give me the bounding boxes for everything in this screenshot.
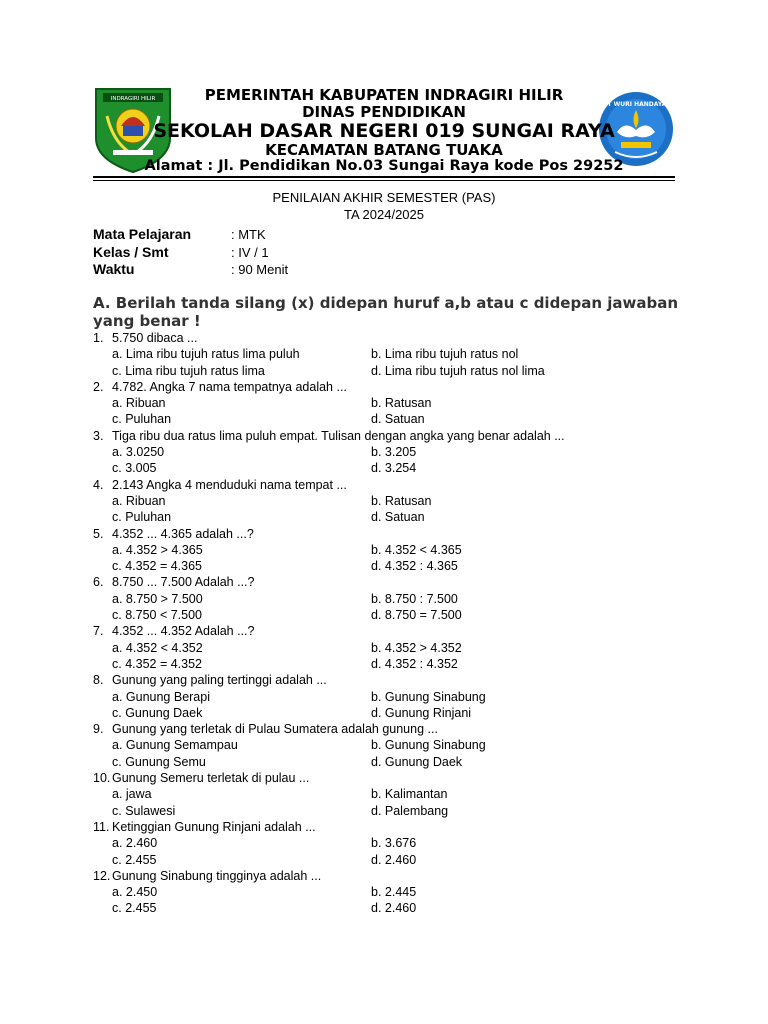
option-row xyxy=(93,607,693,623)
question-row xyxy=(93,819,693,835)
answer-option: a. jawa xyxy=(112,787,152,802)
option-row xyxy=(93,656,693,672)
answer-option: c. Gunung Daek xyxy=(112,705,203,720)
meta-value-time: : 90 Menit xyxy=(231,262,289,277)
option-row xyxy=(93,363,693,379)
answer-option: a. Ribuan xyxy=(112,493,166,508)
option-row xyxy=(93,835,693,851)
option-row xyxy=(93,884,693,900)
answer-option: d. 4.352 : 4.352 xyxy=(371,656,458,671)
question-row xyxy=(93,672,693,688)
question-number: 11. xyxy=(93,819,110,834)
option-row xyxy=(93,754,693,770)
question-number: 6. xyxy=(93,575,104,590)
question-row xyxy=(93,574,693,590)
answer-option: b. 3.676 xyxy=(371,836,417,851)
question-text: Gunung Semeru terletak di pulau ... xyxy=(112,771,310,786)
answer-option: a. 4.352 < 4.352 xyxy=(112,640,203,655)
answer-option: b. Ratusan xyxy=(371,493,432,508)
question-text: 4.782. Angka 7 nama tempatnya adalah ... xyxy=(112,379,347,394)
question-row xyxy=(93,330,693,346)
answer-option: d. Satuan xyxy=(371,510,425,525)
header-line-school: SEKOLAH DASAR NEGERI 019 SUNGAI RAYA xyxy=(153,120,615,142)
option-row xyxy=(93,444,693,460)
option-row xyxy=(93,460,693,476)
section-a-instruction: A. Berilah tanda silang (x) didepan huruf a,b atau c didepan jawaban yang benar ! xyxy=(93,294,679,330)
answer-option: c. 2.455 xyxy=(112,901,157,916)
question-text: Ketinggian Gunung Rinjani adalah ... xyxy=(112,819,316,834)
answer-option: a. 2.460 xyxy=(112,836,158,851)
answer-option: d. Satuan xyxy=(371,412,425,427)
answer-option: c. Sulawesi xyxy=(112,803,176,818)
option-row xyxy=(93,786,693,802)
answer-option: b. 4.352 > 4.352 xyxy=(371,640,462,655)
option-row xyxy=(93,705,693,721)
question-number: 3. xyxy=(93,428,104,443)
answer-option: b. 8.750 : 7.500 xyxy=(371,591,458,606)
question-text: 4.352 ... 4.365 adalah ...? xyxy=(112,526,254,541)
answer-option: a. 8.750 > 7.500 xyxy=(112,591,203,606)
answer-option: d. Gunung Rinjani xyxy=(371,705,472,720)
answer-option: b. 3.205 xyxy=(371,445,417,460)
answer-option: c. Lima ribu tujuh ratus lima xyxy=(112,363,265,378)
answer-option: d. 8.750 = 7.500 xyxy=(371,608,462,623)
answer-option: b. Gunung Sinabung xyxy=(371,738,486,753)
header-line-address: Alamat : Jl. Pendidikan No.03 Sungai Raya kode Pos 29252 xyxy=(144,158,624,174)
header-divider-thick xyxy=(93,176,675,178)
meta-label-subject: Mata Pelajaran xyxy=(93,226,192,242)
question-text: Gunung yang paling tertinggi adalah ... xyxy=(112,673,327,688)
question-number: 5. xyxy=(93,526,104,541)
exam-title: PENILAIAN AKHIR SEMESTER (PAS) xyxy=(272,190,496,205)
answer-option: c. 3.005 xyxy=(112,461,157,476)
option-row xyxy=(93,346,693,362)
left-logo-text: INDRAGIRI HILIR xyxy=(110,96,156,102)
question-row xyxy=(93,526,693,542)
option-row xyxy=(93,509,693,525)
header-line-district: KECAMATAN BATANG TUAKA xyxy=(265,141,503,159)
option-row xyxy=(93,411,693,427)
question-number: 7. xyxy=(93,624,104,639)
question-list xyxy=(93,330,693,917)
answer-option: d. 2.460 xyxy=(371,901,417,916)
answer-option: d. Gunung Daek xyxy=(371,754,463,769)
question-row xyxy=(93,379,693,395)
meta-label-class: Kelas / Smt xyxy=(93,244,169,260)
answer-option: b. Ratusan xyxy=(371,396,432,411)
answer-option: b. Gunung Sinabung xyxy=(371,689,486,704)
answer-option: d. Palembang xyxy=(371,803,449,818)
option-row xyxy=(93,737,693,753)
answer-option: a. Lima ribu tujuh ratus lima puluh xyxy=(112,347,300,362)
question-row xyxy=(93,428,693,444)
question-number: 8. xyxy=(93,673,104,688)
question-row xyxy=(93,770,693,786)
answer-option: c. 4.352 = 4.352 xyxy=(112,656,203,671)
exam-year: TA 2024/2025 xyxy=(344,207,424,222)
question-text: 8.750 ... 7.500 Adalah ...? xyxy=(112,575,255,590)
question-row xyxy=(93,868,693,884)
question-text: 2.143 Angka 4 menduduki nama tempat ... xyxy=(112,477,347,492)
answer-option: d. Lima ribu tujuh ratus nol lima xyxy=(371,363,545,378)
question-row xyxy=(93,721,693,737)
question-number: 1. xyxy=(93,331,104,345)
question-text: 5.750 dibaca ... xyxy=(112,331,198,345)
answer-option: c. Puluhan xyxy=(112,412,172,427)
answer-option: d. 4.352 : 4.365 xyxy=(371,559,458,574)
answer-option: a. Gunung Berapi xyxy=(112,689,210,704)
question-number: 2. xyxy=(93,379,104,394)
answer-option: d. 3.254 xyxy=(371,461,417,476)
answer-option: a. 4.352 > 4.365 xyxy=(112,542,203,557)
question-number: 10. xyxy=(93,771,111,786)
question-number: 12. xyxy=(93,868,111,883)
answer-option: a. 3.0250 xyxy=(112,445,165,460)
meta-value-class: : IV / 1 xyxy=(231,245,269,260)
header-line-government: PEMERINTAH KABUPATEN INDRAGIRI HILIR xyxy=(204,86,564,104)
option-row xyxy=(93,852,693,868)
option-row xyxy=(93,591,693,607)
answer-option: c. 8.750 < 7.500 xyxy=(112,608,203,623)
question-number: 4. xyxy=(93,477,104,492)
question-text: Tiga ribu dua ratus lima puluh empat. Tulisan dengan angka yang benar adalah ... xyxy=(112,428,565,443)
option-row xyxy=(93,640,693,656)
question-text: Gunung Sinabung tingginya adalah ... xyxy=(112,868,322,883)
answer-option: d. 2.460 xyxy=(371,852,417,867)
option-row xyxy=(93,558,693,574)
option-row xyxy=(93,900,693,916)
option-row xyxy=(93,395,693,411)
option-row xyxy=(93,542,693,558)
answer-option: b. 4.352 < 4.365 xyxy=(371,542,462,557)
answer-option: c. 2.455 xyxy=(112,852,157,867)
option-row xyxy=(93,689,693,705)
option-row xyxy=(93,803,693,819)
answer-option: c. Puluhan xyxy=(112,510,172,525)
meta-label-time: Waktu xyxy=(93,261,135,277)
option-row xyxy=(93,493,693,509)
answer-option: b. Lima ribu tujuh ratus nol xyxy=(371,347,519,362)
meta-value-subject: : MTK xyxy=(231,227,266,242)
answer-option: b. Kalimantan xyxy=(371,787,448,802)
question-number: 9. xyxy=(93,722,104,737)
question-text: 4.352 ... 4.352 Adalah ...? xyxy=(112,624,255,639)
question-text: Gunung yang terletak di Pulau Sumatera adalah gunung ... xyxy=(112,722,438,737)
answer-option: a. Ribuan xyxy=(112,396,166,411)
right-logo-text: TUT WURI HANDAYANI xyxy=(598,101,674,108)
answer-option: c. Gunung Semu xyxy=(112,754,206,769)
answer-option: a. Gunung Semampau xyxy=(112,738,238,753)
header-divider-thin xyxy=(93,180,675,181)
answer-option: b. 2.445 xyxy=(371,885,417,900)
answer-option: c. 4.352 = 4.365 xyxy=(112,559,203,574)
answer-option: a. 2.450 xyxy=(112,885,158,900)
header-line-department: DINAS PENDIDIKAN xyxy=(302,103,466,121)
question-row xyxy=(93,477,693,493)
question-row xyxy=(93,623,693,639)
